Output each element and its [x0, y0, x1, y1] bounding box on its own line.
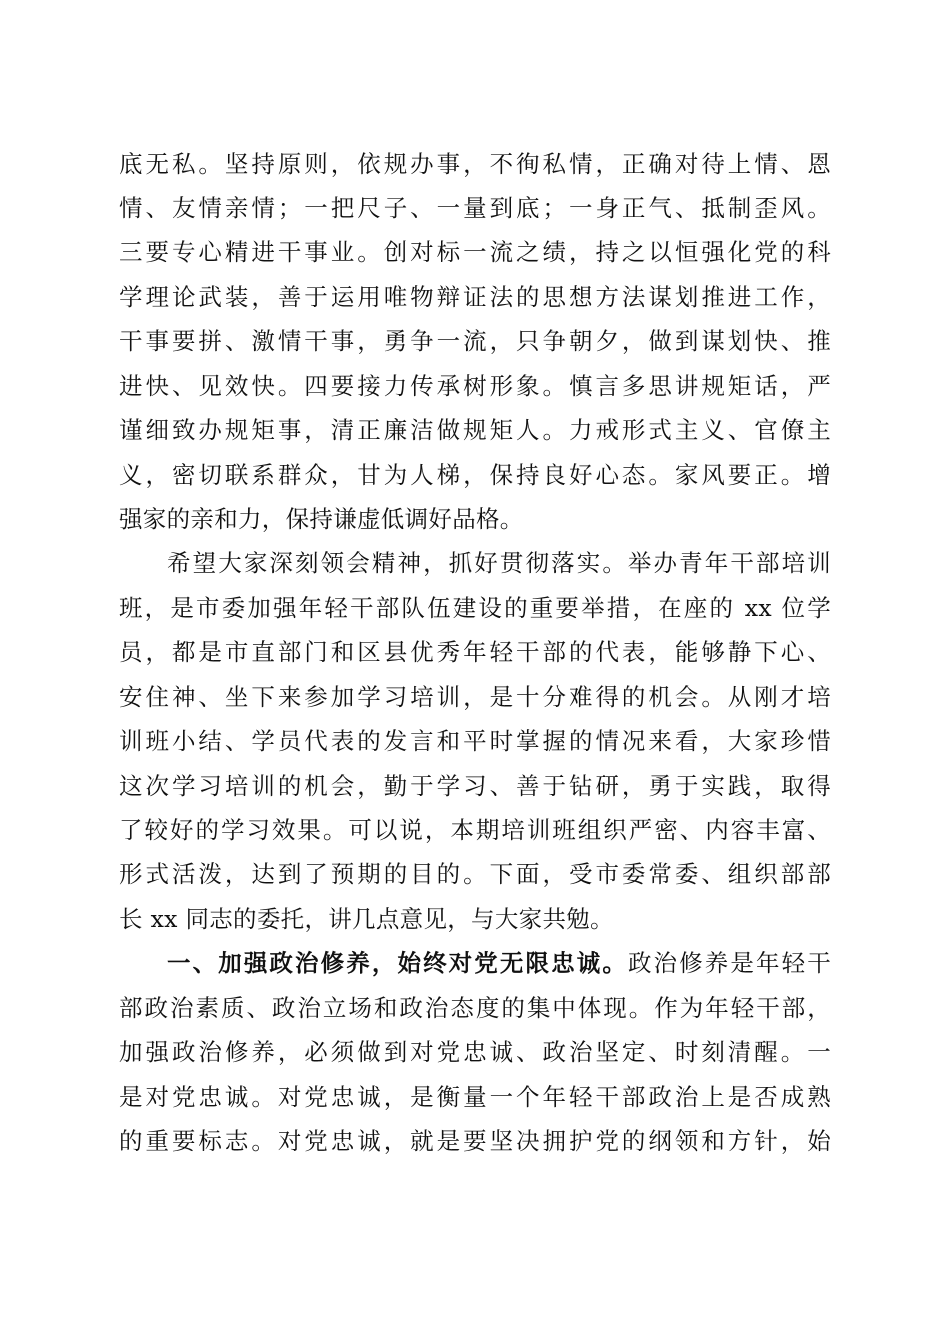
text-line-11: 班，是市委加强年轻干部队伍建设的重要举措，在座的 xx 位学 — [119, 594, 831, 622]
text-line-20: 部政治素质、政治立场和政治态度的集中体现。作为年轻干部， — [119, 994, 831, 1022]
text-line-21: 加强政治修养，必须做到对党忠诚、政治坚定、时刻清醒。一 — [119, 1038, 831, 1066]
text-line-1: 底无私。坚持原则，依规办事，不徇私情，正确对待上情、恩 — [119, 150, 831, 178]
text-line-8: 义，密切联系群众，甘为人梯，保持良好心态。家风要正。增 — [119, 461, 831, 489]
text-line-3: 三要专心精进干事业。创对标一流之绩，持之以恒强化党的科 — [119, 238, 831, 266]
text-line-12: 员，都是市直部门和区县优秀年轻干部的代表，能够静下心、 — [119, 638, 831, 666]
text-line-17: 形式活泼，达到了预期的目的。下面，受市委常委、组织部部 — [119, 860, 831, 888]
text-line-2: 情、友情亲情；一把尺子、一量到底；一身正气、抵制歪风。 — [119, 194, 831, 222]
text-line-13: 安住神、坐下来参加学习培训，是十分难得的机会。从刚才培 — [119, 683, 831, 711]
text-line-5: 干事要拼、激情干事，勇争一流，只争朝夕，做到谋划快、推 — [119, 327, 831, 355]
text-line-16: 了较好的学习效果。可以说，本期培训班组织严密、内容丰富、 — [119, 816, 831, 844]
text-line-14: 训班小结、学员代表的发言和平时掌握的情况来看，大家珍惜 — [119, 727, 831, 755]
section-heading-rest: 政治修养是年轻干 — [627, 949, 831, 977]
section-heading-line — [167, 941, 831, 985]
text-line-15: 这次学习培训的机会，勤于学习、善于钻研，勇于实践，取得 — [119, 772, 831, 800]
section-heading: 一、加强政治修养，始终对党无限忠诚。 — [167, 949, 628, 977]
paragraph-start-line: 希望大家深刻领会精神，抓好贯彻落实。举办青年干部培训 — [167, 549, 831, 577]
text-line-9: 强家的亲和力，保持谦虚低调好品格。 — [119, 505, 524, 533]
text-line-23: 的重要标志。对党忠诚，就是要坚决拥护党的纲领和方针，始 — [119, 1127, 831, 1155]
text-line-22: 是对党忠诚。对党忠诚，是衡量一个年轻干部政治上是否成熟 — [119, 1083, 831, 1111]
text-line-7: 谨细致办规矩事，清正廉洁做规矩人。力戒形式主义、官僚主 — [119, 416, 831, 444]
text-line-18: 长 xx 同志的委托，讲几点意见，与大家共勉。 — [119, 905, 614, 933]
text-line-4: 学理论武装，善于运用唯物辩证法的思想方法谋划推进工作， — [119, 283, 831, 311]
text-line-6: 进快、见效快。四要接力传承树形象。慎言多思讲规矩话，严 — [119, 372, 831, 400]
